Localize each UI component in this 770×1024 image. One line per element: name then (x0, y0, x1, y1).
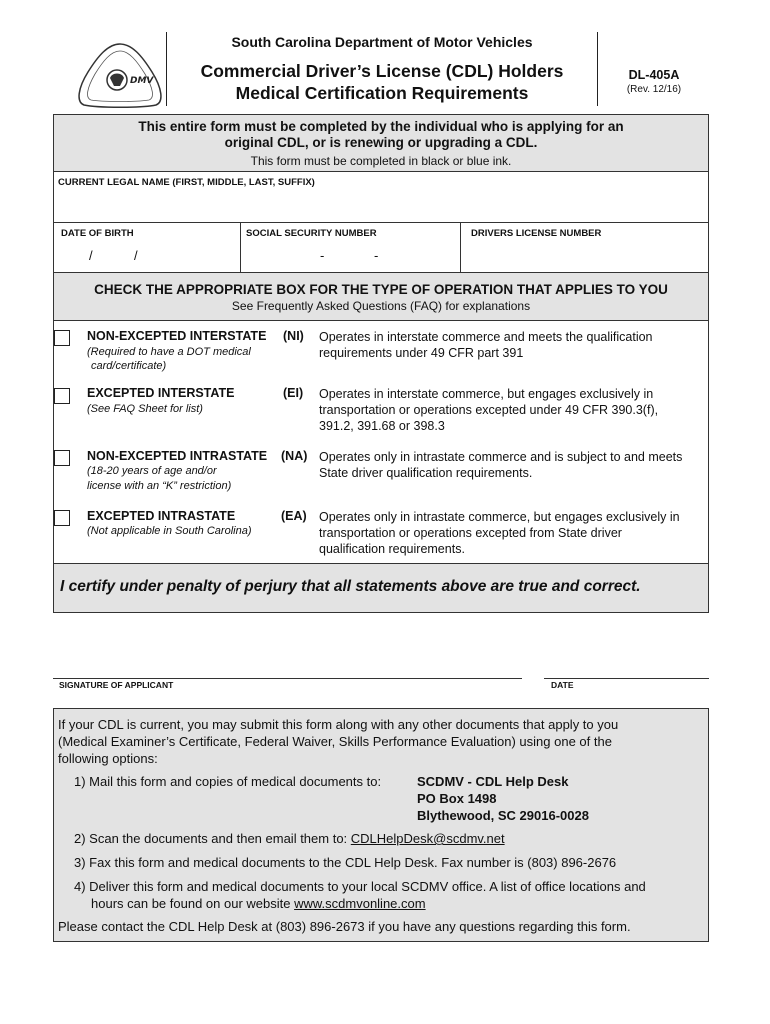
date-line (544, 678, 709, 679)
option-description-line: transportation or operations excepted from State driver (319, 526, 622, 540)
option-note: card/certificate) (91, 360, 167, 372)
intro-text (54, 119, 708, 151)
option-description-line: 391.2, 391.68 or 398.3 (319, 419, 445, 433)
form-title-line2: Medical Certification Requirements (235, 83, 529, 103)
option-note: (Not applicable in South Carolina) (87, 525, 252, 537)
option-note: (See FAQ Sheet for list) (87, 403, 203, 415)
step-email (74, 830, 505, 847)
step-mail: 1) Mail this form and copies of medical documents to: (74, 774, 382, 789)
option-name: NON-EXCEPTED INTRASTATE (87, 449, 268, 463)
checkbox-excepted-interstate[interactable] (54, 388, 70, 404)
divider (54, 320, 708, 321)
option-description-line: Operates only in intrastate commerce, but engages exclusively in (319, 510, 680, 524)
option-note: license with an “K” restriction) (87, 480, 232, 492)
address-line: SCDMV - CDL Help Desk (417, 774, 569, 789)
checkbox-non-excepted-intrastate[interactable] (54, 450, 70, 466)
intro-line2: original CDL, or is renewing or upgrading a CDL. (224, 135, 538, 150)
form-title (166, 60, 598, 104)
step-deliver-line (74, 895, 646, 912)
form-number: DL-405A (628, 68, 680, 82)
operation-subheading: See Frequently Asked Questions (FAQ) for explanations (231, 299, 531, 313)
operation-heading: CHECK THE APPROPRIATE BOX FOR THE TYPE OF OPERATION THAT APPLIES TO YOU (94, 282, 668, 297)
dob-label: DATE OF BIRTH (61, 228, 134, 239)
option-description-line: Operates only in intrastate commerce and is subject to and meets (319, 450, 683, 464)
option-code: (EA) (281, 509, 307, 523)
step-deliver (74, 878, 646, 912)
option-note: (Required to have a DOT medical (87, 346, 251, 358)
dob-field[interactable] (54, 242, 239, 272)
checkbox-excepted-intrastate[interactable] (54, 510, 70, 526)
legal-name-field[interactable] (54, 190, 708, 221)
scdmv-triangle-seal-icon (72, 42, 168, 108)
intro-line1: This entire form must be completed by the individual who is applying for an (138, 119, 624, 134)
divider (54, 222, 708, 223)
form-title-line1: Commercial Driver’s License (CDL) Holders (200, 61, 564, 81)
instructions-intro-line: following options: (58, 751, 158, 766)
dl-number-label: DRIVERS LICENSE NUMBER (471, 228, 602, 239)
ssn-label: SOCIAL SECURITY NUMBER (246, 228, 377, 239)
form-revision: (Rev. 12/16) (626, 84, 682, 95)
date-field[interactable] (544, 640, 709, 678)
signature-field[interactable] (53, 640, 522, 678)
option-code: (EI) (283, 386, 304, 400)
option-name: EXCEPTED INTRASTATE (87, 509, 236, 523)
checkbox-non-excepted-interstate[interactable] (54, 330, 70, 346)
option-code: (NA) (281, 449, 308, 463)
ssn-field[interactable] (241, 242, 459, 272)
option-description-line: transportation or operations excepted under 49 CFR 390.3(f), (319, 403, 659, 417)
option-description-line: qualification requirements. (319, 542, 465, 556)
option-description (319, 386, 658, 434)
option-name: NON-EXCEPTED INTERSTATE (87, 329, 267, 343)
step-deliver-text: hours can be found on our website (91, 896, 295, 911)
address-line: PO Box 1498 (417, 791, 497, 806)
dl-number-field[interactable] (461, 242, 708, 272)
option-note: (18-20 years of age and/or (87, 465, 217, 477)
date-label: DATE (551, 680, 574, 690)
address-line: Blythewood, SC 29016-0028 (417, 808, 589, 823)
option-code: (NI) (283, 329, 304, 343)
instructions-intro (58, 716, 618, 767)
option-description-line: requirements under 49 CFR part 391 (319, 346, 524, 360)
option-description-line: Operates in interstate commerce, but engages exclusively in (319, 387, 654, 401)
signature-line (53, 678, 522, 679)
website-link[interactable]: www.scdmvonline.com (294, 896, 426, 911)
legal-name-label: CURRENT LEGAL NAME (FIRST, MIDDLE, LAST, SUFFIX) (58, 177, 315, 188)
signature-label: SIGNATURE OF APPLICANT (59, 680, 174, 690)
step-deliver-line: 4) Deliver this form and medical documents to your local SCDMV office. A list of office locations and (74, 879, 646, 894)
step-fax: 3) Fax this form and medical documents to the CDL Help Desk. Fax number is (803) 896-2676 (74, 855, 617, 870)
instructions-intro-line: (Medical Examiner’s Certificate, Federal Waiver, Skills Performance Evaluation) using one of the (58, 734, 612, 749)
email-link[interactable]: CDLHelpDesk@scdmv.net (350, 831, 505, 846)
option-name: EXCEPTED INTERSTATE (87, 386, 235, 400)
option-description (319, 329, 653, 361)
dob-separator: / (134, 248, 138, 263)
ink-note: This form must be completed in black or blue ink. (250, 154, 512, 168)
department-name: South Carolina Department of Motor Vehicles (231, 34, 533, 50)
mailing-address (417, 773, 589, 824)
option-description-line: State driver qualification requirements. (319, 466, 533, 480)
contact-note: Please contact the CDL Help Desk at (803) 896-2673 if you have any questions regarding this form. (58, 919, 631, 934)
option-description-line: Operates in interstate commerce and meets the qualification (319, 330, 653, 344)
dob-separator: / (89, 248, 93, 263)
ssn-separator: - (374, 248, 379, 263)
option-description (319, 449, 682, 481)
ssn-separator: - (320, 248, 325, 263)
divider (54, 171, 708, 172)
option-description (319, 509, 680, 557)
step-email-text: 2) Scan the documents and then email them to: (74, 831, 351, 846)
certify-statement: I certify under penalty of perjury that all statements above are true and correct. (60, 578, 641, 595)
instructions-intro-line: If your CDL is current, you may submit this form along with any other documents that apply to you (58, 717, 619, 732)
logo-dmv-text: DMV (130, 76, 154, 86)
